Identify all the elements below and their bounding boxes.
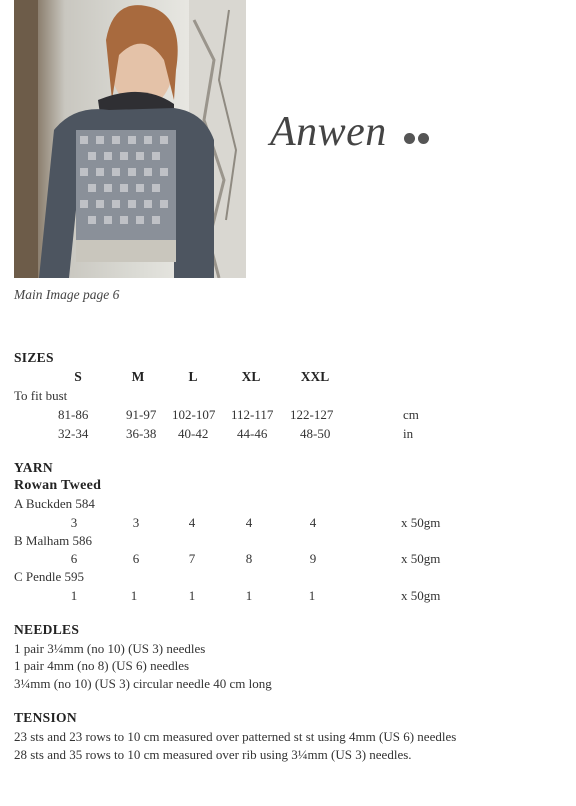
yarn-amount: 1: [130, 588, 138, 603]
size-label: S: [74, 369, 82, 384]
size-label: L: [188, 369, 198, 384]
difficulty-dot: [404, 133, 415, 144]
bust-in-value: 44-46: [237, 426, 268, 441]
yarn-amount: 1: [245, 588, 253, 603]
yarn-amount: 1: [188, 588, 196, 603]
fit-bust-label: To fit bust: [14, 388, 68, 403]
bust-cm-value: 112-117: [231, 407, 274, 422]
tension-line: 23 sts and 23 rows to 10 cm measured over patterned st st using 4mm (US 6) needles: [14, 729, 457, 744]
yarn-amount: 9: [309, 551, 317, 566]
yarn-name: C Pendle 595: [14, 569, 85, 584]
in-unit: in: [403, 426, 414, 441]
model-photo-illustration: [14, 0, 246, 278]
bust-cm-value: 91-97: [126, 407, 157, 422]
pattern-title: Anwen: [270, 109, 387, 155]
yarn-unit: x 50gm: [401, 515, 441, 530]
yarn-amount: 8: [245, 551, 253, 566]
yarn-unit: x 50gm: [401, 588, 441, 603]
bust-in-value: 32-34: [58, 426, 89, 441]
yarn-amount: 6: [132, 551, 140, 566]
needle-line: 1 pair 3¼mm (no 10) (US 3) needles: [14, 641, 206, 656]
size-label: XXL: [300, 369, 330, 384]
main-photo: [14, 0, 246, 278]
bust-cm-value: 102-107: [172, 407, 216, 422]
yarn-amount: 4: [309, 515, 317, 530]
yarn-name: A Buckden 584: [14, 496, 95, 511]
yarn-amount: 1: [70, 588, 78, 603]
size-label: M: [131, 369, 145, 384]
tension-line: 28 sts and 35 rows to 10 cm measured over rib using 3¼mm (US 3) needles.: [14, 747, 412, 762]
size-label: XL: [241, 369, 261, 384]
yarn-unit: x 50gm: [401, 551, 441, 566]
sizes-heading: SIZES: [14, 350, 54, 365]
photo-caption: Main Image page 6: [14, 287, 120, 302]
cm-unit: cm: [403, 407, 419, 422]
yarn-amount: 3: [132, 515, 140, 530]
needle-line: 1 pair 4mm (no 8) (US 6) needles: [14, 658, 190, 673]
yarn-brand: Rowan Tweed: [14, 478, 102, 493]
needle-line: 3¼mm (no 10) (US 3) circular needle 40 cm long: [14, 676, 272, 691]
yarn-heading: YARN: [14, 460, 53, 475]
needles-heading: NEEDLES: [14, 622, 80, 637]
bust-in-value: 48-50: [300, 426, 331, 441]
yarn-amount: 7: [188, 551, 196, 566]
yarn-amount: 4: [188, 515, 196, 530]
bust-cm-value: 122-127: [290, 407, 334, 422]
yarn-amount: 3: [70, 515, 78, 530]
difficulty-dot: [418, 133, 429, 144]
yarn-amount: 6: [70, 551, 78, 566]
yarn-name: B Malham 586: [14, 533, 92, 548]
bust-cm-value: 81-86: [58, 407, 89, 422]
tension-heading: TENSION: [14, 710, 77, 725]
bust-in-value: 40-42: [178, 426, 209, 441]
difficulty-rating: [404, 133, 429, 144]
bust-in-value: 36-38: [126, 426, 157, 441]
yarn-amount: 4: [245, 515, 253, 530]
yarn-amount: 1: [308, 588, 316, 603]
